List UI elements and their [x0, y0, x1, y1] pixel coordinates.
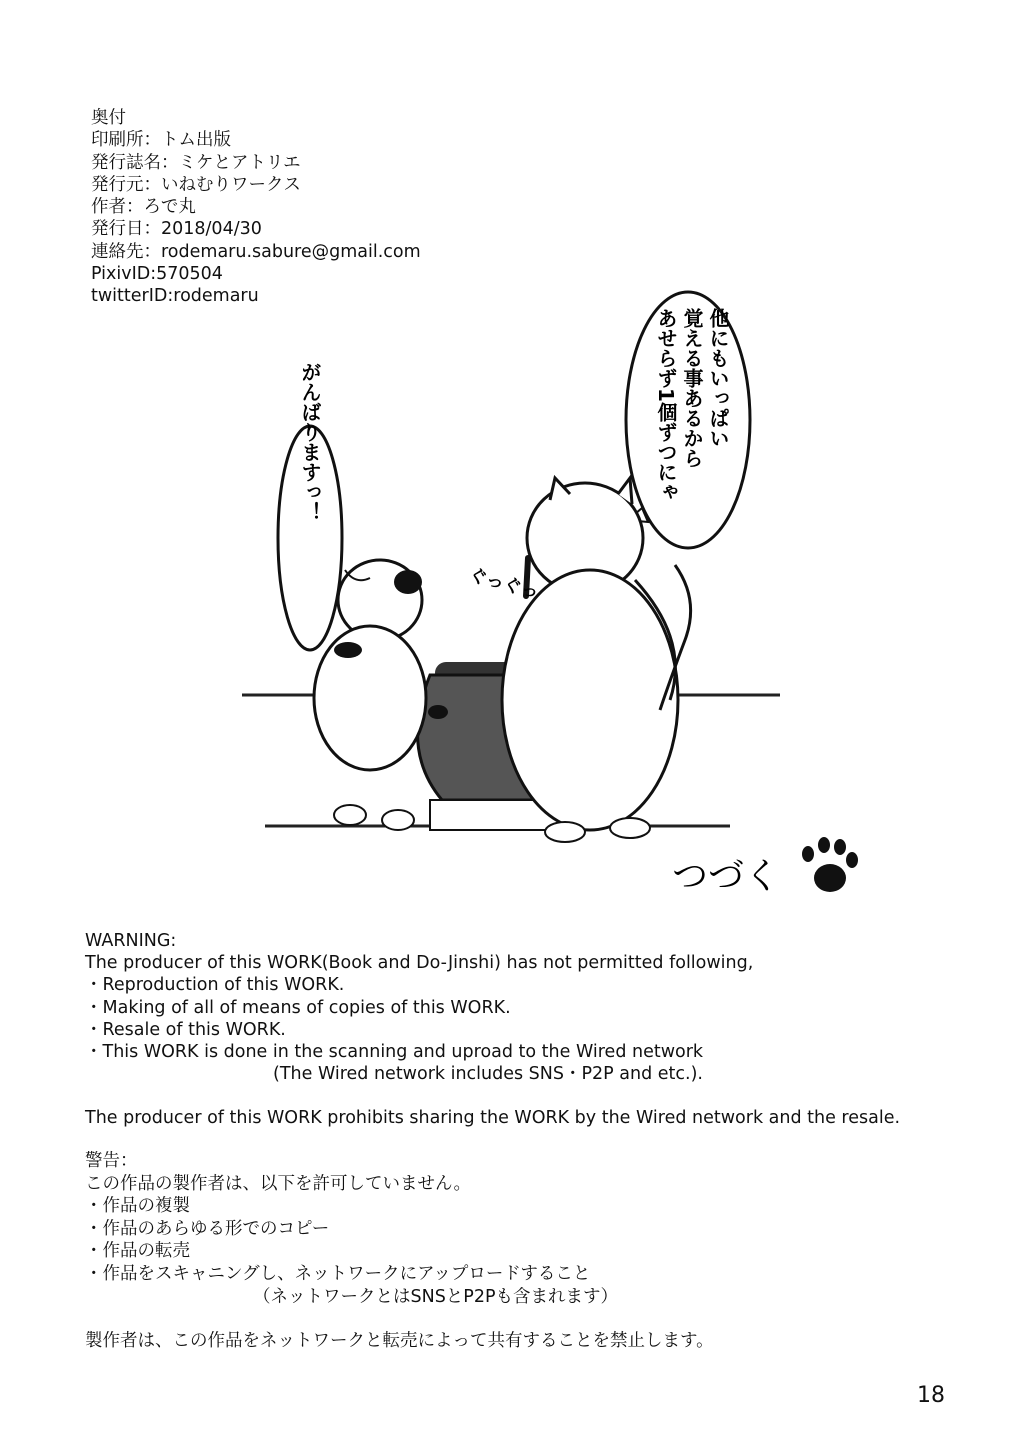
bubble-right-line-2: 覚える事あるから: [680, 308, 704, 468]
warning-ja-note: （ネットワークとはSNSとP2Pも含まれます）: [253, 1286, 619, 1307]
colophon-printer: 印刷所：トム出版: [91, 130, 231, 151]
paw-print-icon: [802, 837, 858, 892]
colophon-contact: 連絡先：rodemaru.sabure@gmail.com: [91, 241, 421, 262]
warning-en-closing: The producer of this WORK prohibits sharing the WORK by the Wired network and the resale.: [85, 1108, 901, 1129]
illustration: [230, 280, 870, 920]
warning-ja-item: ・作品の複製: [85, 1196, 190, 1217]
warning-japanese: [85, 1150, 714, 1353]
warning-en-item: ・Making of all of means of copies of this WORK.: [85, 997, 511, 1018]
bubble-right-line-1: 他にもいっぱい: [706, 308, 730, 448]
warning-ja-heading: 警告：: [85, 1151, 138, 1171]
colophon: [91, 107, 421, 308]
to-be-continued: つづく: [672, 856, 781, 897]
warning-en-note: (The Wired network includes SNS・P2P and etc.).: [273, 1064, 703, 1085]
page-number: 18: [917, 1383, 945, 1408]
warning-en-intro: The producer of this WORK(Book and Do-Jinshi) has not permitted following,: [85, 953, 754, 974]
warning-ja-closing: 製作者は、この作品をネットワークと転売によって共有することを禁止します。: [85, 1331, 714, 1352]
warning-english: [85, 930, 900, 1130]
colophon-twitter: twitterID:rodemaru: [91, 286, 259, 307]
colophon-date: 発行日：2018/04/30: [91, 219, 262, 240]
bubble-right-line-3: あせらず1個ずつにゃ: [654, 308, 678, 502]
colophon-publication: 発行誌名：ミケとアトリエ: [91, 152, 301, 173]
warning-ja-item: ・作品のあらゆる形でのコピー: [85, 1218, 330, 1239]
warning-en-heading: WARNING:: [85, 931, 177, 951]
colophon-pixiv: PixivID:570504: [91, 264, 223, 285]
warning-ja-item: ・作品の転売: [85, 1241, 190, 1262]
warning-ja-intro: この作品の製作者は、以下を許可していません。: [85, 1173, 472, 1194]
colophon-publisher: 発行元：いねむりワークス: [91, 174, 301, 195]
warning-en-item: ・Resale of this WORK.: [85, 1019, 286, 1040]
colophon-author: 作者：ろで丸: [91, 197, 196, 218]
sfx-stirring: ぐっぐっ: [466, 564, 541, 604]
warning-ja-item: ・作品をスキャニングし、ネットワークにアップロードすること: [85, 1263, 591, 1284]
warning-en-item: ・This WORK is done in the scanning and uproad to the Wired network: [85, 1042, 704, 1063]
bubble-left-text: がんばりますっ！: [298, 362, 322, 522]
warning-en-item: ・Reproduction of this WORK.: [85, 975, 345, 996]
colophon-title: 奥付: [91, 108, 126, 128]
